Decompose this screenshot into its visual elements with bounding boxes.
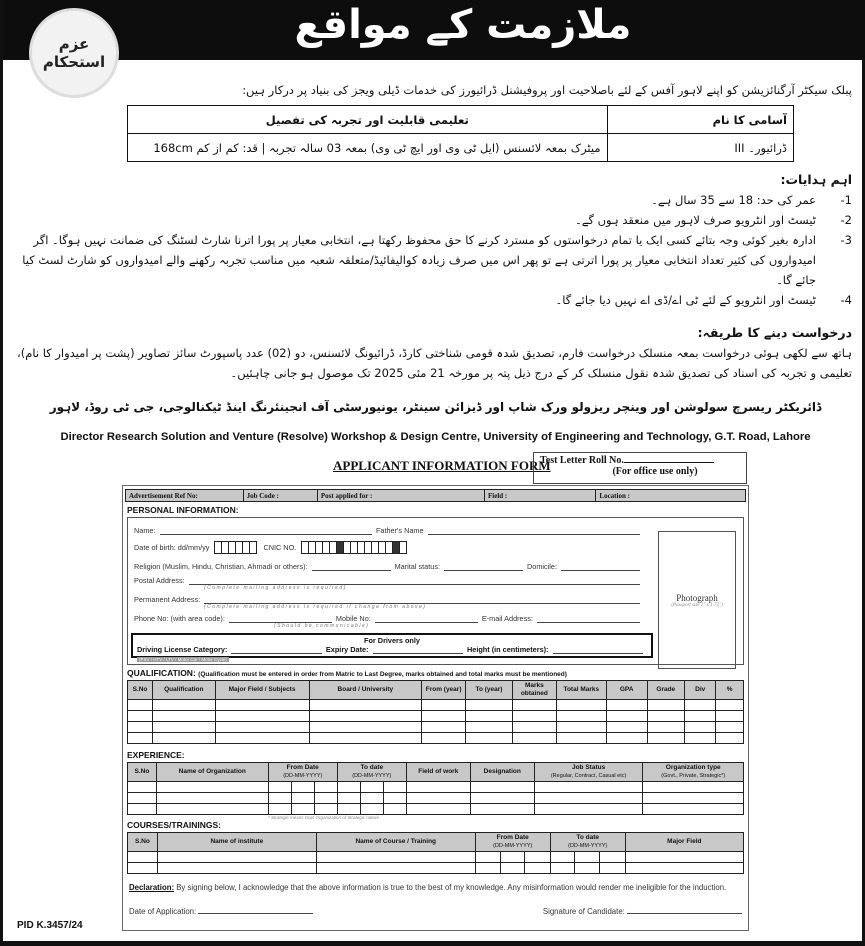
column-header xyxy=(215,681,309,700)
header-label: From Date xyxy=(286,764,319,771)
table-cell[interactable] xyxy=(383,804,406,815)
name-field[interactable] xyxy=(160,527,372,535)
digit-box[interactable] xyxy=(249,541,257,554)
column-header xyxy=(512,681,556,700)
table-cell[interactable] xyxy=(406,782,470,793)
logo-text: عزم xyxy=(58,35,90,53)
domicile-field[interactable] xyxy=(561,563,640,571)
item-text: ٹیسٹ اور انٹرویو صرف لاہور میں منعقد ہوں گے۔ xyxy=(575,213,816,227)
signature-row xyxy=(129,907,742,916)
column-header xyxy=(685,681,716,700)
header-label: GPA xyxy=(619,686,634,693)
personal-info-box xyxy=(127,517,744,665)
header-sublabel: (DD-MM-YYYY) xyxy=(352,773,392,779)
table-cell[interactable] xyxy=(128,804,157,815)
table-cell[interactable] xyxy=(360,793,383,804)
table-cell[interactable] xyxy=(309,700,422,711)
table-cell[interactable] xyxy=(268,793,291,804)
footer-bar xyxy=(3,941,865,946)
table-cell[interactable] xyxy=(500,852,525,863)
table-cell[interactable] xyxy=(556,733,606,744)
table-cell[interactable] xyxy=(647,733,685,744)
table-cell[interactable] xyxy=(128,793,157,804)
table-cell[interactable] xyxy=(466,711,513,722)
table-cell[interactable] xyxy=(291,804,314,815)
table-row xyxy=(128,852,744,863)
table-cell[interactable] xyxy=(625,863,743,874)
table-cell[interactable] xyxy=(128,852,158,863)
header-label: To (year) xyxy=(475,686,503,693)
religion-field[interactable] xyxy=(312,563,391,571)
father-field[interactable] xyxy=(428,527,640,535)
column-header xyxy=(157,833,316,852)
header-label: Name of Course / Training xyxy=(355,838,437,845)
roll-no-field[interactable] xyxy=(624,462,714,463)
name-label: Name: xyxy=(134,526,156,535)
table-cell[interactable] xyxy=(575,852,600,863)
table-cell[interactable] xyxy=(268,804,291,815)
header-cell: تعلیمی قابلیت اور تجربہ کی تفصیل xyxy=(128,106,608,134)
column-header xyxy=(556,681,606,700)
table-cell[interactable] xyxy=(268,782,291,793)
table-cell[interactable] xyxy=(309,722,422,733)
postal-label: Postal Address: xyxy=(134,576,185,585)
table-cell[interactable] xyxy=(512,733,556,744)
date-label: Date of Application: xyxy=(129,907,197,916)
signature-field[interactable] xyxy=(627,913,742,914)
table-row xyxy=(128,863,744,874)
header-label: Div xyxy=(695,686,706,693)
column-header xyxy=(643,763,744,782)
header-label: % xyxy=(726,686,733,693)
table-cell[interactable] xyxy=(550,852,575,863)
photo-box xyxy=(658,531,736,669)
courses-heading: COURSES/TRAININGS: xyxy=(127,820,221,830)
table-cell[interactable] xyxy=(422,711,466,722)
strategic-footnote: * Strategic means Govt Organization of Strategic nature xyxy=(268,815,380,820)
item-text: ٹیسٹ اور انٹرویو کے لئے ٹی اے/ڈی اے نہیں دیا جائے گا۔ xyxy=(555,293,816,307)
table-cell[interactable] xyxy=(575,863,600,874)
header-label: Major Field xyxy=(667,838,702,845)
table-cell[interactable] xyxy=(470,804,534,815)
table-cell[interactable] xyxy=(556,700,606,711)
table-cell[interactable] xyxy=(534,804,643,815)
photo-label: Photograph xyxy=(676,592,718,603)
dob-label: Date of birth: dd/mm/yy xyxy=(134,542,210,552)
apply-text: ہاتھ سے لکھی ہوئی درخواست بمعہ منسلک درخواست فارم، تصدیق شدہ قومی شناختی کارڈ، ڈرائیونگ لائسنس، دو (02) عدد پاسپورٹ سائز تصاویر (پشت پر امیدوار کا نام)، تعلیمی و تجربہ کی اسناد کی تصدیق شدہ نقول منسلک کر کے درج ذیل پتہ پر مورخہ 21 مئی 2025 تک موصول ہو جانی چاہئیں۔ xyxy=(17,346,852,380)
table-cell[interactable] xyxy=(383,782,406,793)
table-cell[interactable] xyxy=(215,722,309,733)
column-header xyxy=(475,833,550,852)
header-label: Grade xyxy=(656,686,676,693)
qualification-table xyxy=(127,680,744,744)
table-cell[interactable] xyxy=(685,711,716,722)
instructions-heading: اہم ہدایات: xyxy=(780,172,852,187)
table-cell[interactable] xyxy=(153,733,216,744)
table-cell[interactable] xyxy=(314,793,337,804)
column-header xyxy=(466,681,513,700)
table-cell[interactable] xyxy=(156,793,268,804)
table-cell[interactable] xyxy=(128,863,158,874)
cnic-label: CNIC NO. xyxy=(263,542,297,552)
item-text: عمر کی حد: 18 سے 35 سال ہے۔ xyxy=(651,193,816,207)
column-header xyxy=(647,681,685,700)
table-row xyxy=(128,700,744,711)
header-label: Marks obtained xyxy=(520,682,548,697)
post-applied-field[interactable]: Post applied for : xyxy=(318,490,485,501)
column-header xyxy=(309,681,422,700)
table-cell[interactable] xyxy=(525,863,550,874)
height-field[interactable] xyxy=(553,646,643,654)
father-label: Father's Name xyxy=(375,526,424,535)
table-cell[interactable] xyxy=(383,793,406,804)
table-cell[interactable] xyxy=(600,863,625,874)
header-label: From (year) xyxy=(425,686,462,693)
table-cell[interactable] xyxy=(534,793,643,804)
table-cell[interactable] xyxy=(716,722,744,733)
column-header xyxy=(422,681,466,700)
table-cell[interactable] xyxy=(643,782,744,793)
header-label: Total Marks xyxy=(563,686,600,693)
height-label: Height (in centimeters): xyxy=(467,645,549,654)
permanent-field[interactable] xyxy=(204,596,640,604)
mobile-hint: (Should be communicable) xyxy=(274,623,370,629)
date-field[interactable] xyxy=(198,913,313,914)
header-label: Name of institute xyxy=(210,838,264,845)
table-cell[interactable] xyxy=(685,722,716,733)
test-letter-box xyxy=(533,452,747,484)
table-cell[interactable] xyxy=(647,722,685,733)
table-cell[interactable] xyxy=(406,804,470,815)
instructions xyxy=(7,170,852,310)
item-text: ادارہ بغیر کوئی وجہ بتائے کسی ایک یا تمام درخواستوں کو مسترد کرنے کا حق محفوظ رکھتا ہے، انتخابی معیار پر پورا اترنا شارٹ لسٹنگ کی ضمانت نہیں ہوگا۔ اگر امیدواروں کی کثیر تعداد انتخابی معیار پر پورا اترتی ہے تو پھر اس میں صرف زیادہ کوالیفائیڈ/متعلقہ شعبہ میں مناسب تجربہ رکھنے والے امیدواروں کو شارٹ لسٹ کیا جائے گا۔ xyxy=(22,233,816,287)
header-label: S.No xyxy=(134,768,150,775)
table-cell[interactable] xyxy=(512,722,556,733)
address-english: Director Research Solution and Venture (Resolve) Workshop & Design Centre, University of Engineering and Technology, G.T. Road, Lahore xyxy=(60,431,811,443)
table-cell[interactable] xyxy=(314,782,337,793)
column-header xyxy=(337,763,406,782)
table-cell[interactable] xyxy=(291,782,314,793)
religion-label: Religion (Muslim, Hindu, Christian, Ahmadi or others): xyxy=(134,562,308,571)
table-cell[interactable] xyxy=(685,700,716,711)
table-cell[interactable] xyxy=(625,852,743,863)
table-cell[interactable] xyxy=(606,733,647,744)
column-header xyxy=(406,763,470,782)
table-cell[interactable] xyxy=(475,852,500,863)
list-item xyxy=(7,230,852,290)
table-cell[interactable] xyxy=(512,700,556,711)
table-cell[interactable] xyxy=(643,804,744,815)
table-cell[interactable] xyxy=(422,722,466,733)
permanent-hint: (Complete mailing address is required if change from above) xyxy=(204,604,427,610)
table-cell[interactable] xyxy=(157,852,316,863)
license-category-label: Driving License Category: xyxy=(137,645,228,654)
table-cell[interactable] xyxy=(716,733,744,744)
table-cell[interactable] xyxy=(153,711,216,722)
declaration xyxy=(129,882,742,893)
header-cell: آسامی کا نام xyxy=(607,106,793,134)
table-row xyxy=(128,733,744,744)
table-cell[interactable] xyxy=(500,863,525,874)
table-cell[interactable] xyxy=(643,793,744,804)
table-cell[interactable] xyxy=(291,793,314,804)
job-code-field[interactable]: Job Code : xyxy=(244,490,318,501)
header-label: To date xyxy=(576,834,599,841)
intro-text: پبلک سیکٹر آرگنائزیشن کو اپنے لاہور آفس کے لئے باصلاحیت اور پروفیشنل ڈرائیورز کی خدمات ڈیلی ویجز کی بنیاد پر درکار ہیں: xyxy=(242,83,852,97)
drivers-heading: For Drivers only xyxy=(364,636,420,645)
table-cell[interactable] xyxy=(647,700,685,711)
phone-field[interactable] xyxy=(229,615,332,623)
column-header xyxy=(128,833,158,852)
table-cell[interactable] xyxy=(716,711,744,722)
column-header xyxy=(550,833,625,852)
header-label: Name of Organization xyxy=(178,768,246,775)
table-cell[interactable] xyxy=(128,733,153,744)
table-cell[interactable] xyxy=(406,793,470,804)
license-category-hint: (PSV / HTV / LTV / Motor Car / Motor Cycle) xyxy=(139,657,227,662)
experience-heading: EXPERIENCE: xyxy=(127,750,185,760)
email-field[interactable] xyxy=(537,615,640,623)
declaration-label: Declaration: xyxy=(129,883,175,892)
expiry-field[interactable] xyxy=(373,646,463,654)
item-number: -3 xyxy=(840,233,852,247)
table-header-row xyxy=(128,106,794,134)
table-cell[interactable] xyxy=(606,711,647,722)
form-title: APPLICANT INFORMATION FORM xyxy=(333,458,551,473)
table-cell[interactable] xyxy=(534,782,643,793)
table-row xyxy=(128,711,744,722)
table-cell[interactable] xyxy=(215,700,309,711)
post-name: ڈرائیور۔ III xyxy=(607,134,793,162)
table-cell[interactable] xyxy=(466,700,513,711)
column-header xyxy=(128,763,157,782)
item-number: -4 xyxy=(840,293,852,307)
domicile-label: Domicile: xyxy=(527,562,558,571)
column-header xyxy=(534,763,643,782)
pid-number: PID K.3457/24 xyxy=(17,920,83,931)
table-cell[interactable] xyxy=(337,782,360,793)
mobile-field[interactable] xyxy=(375,615,478,623)
table-cell[interactable] xyxy=(556,711,606,722)
table-cell[interactable] xyxy=(606,700,647,711)
table-cell[interactable] xyxy=(360,804,383,815)
expiry-label: Expiry Date: xyxy=(325,645,369,654)
logo-text: استحکام xyxy=(42,53,106,71)
table-row xyxy=(128,134,794,162)
table-cell[interactable] xyxy=(337,793,360,804)
table-cell[interactable] xyxy=(215,711,309,722)
table-cell[interactable] xyxy=(128,711,153,722)
item-number: -1 xyxy=(840,193,852,207)
header-sublabel: (Govt., Private, Strategic*) xyxy=(661,773,726,779)
table-cell[interactable] xyxy=(156,804,268,815)
table-cell[interactable] xyxy=(128,700,153,711)
photo-hint: (Passport size 2" x 1.75") xyxy=(671,602,723,608)
column-header xyxy=(156,763,268,782)
table-cell[interactable] xyxy=(128,722,153,733)
marital-field[interactable] xyxy=(444,563,523,571)
postal-field[interactable] xyxy=(189,577,640,585)
experience-table xyxy=(127,762,744,815)
header-sublabel: (DD-MM-YYYY) xyxy=(493,843,533,849)
header-label: Job Status xyxy=(571,764,606,771)
header-label: Qualification xyxy=(164,686,204,693)
declaration-text: By signing below, I acknowledge that the above information is true to the best of my knowledge. Any misinformation would render me ineligible for the induction. xyxy=(174,883,727,892)
table-row xyxy=(128,804,744,815)
table-cell[interactable] xyxy=(360,782,383,793)
table-cell[interactable] xyxy=(550,863,575,874)
column-header xyxy=(316,833,475,852)
digit-box[interactable] xyxy=(399,541,407,554)
column-header xyxy=(470,763,534,782)
postal-hint: (Complete mailing address is required) xyxy=(204,585,347,591)
apply-heading: درخواست دینے کا طریقہ: xyxy=(697,325,852,340)
table-cell[interactable] xyxy=(647,711,685,722)
email-label: E-mail Address: xyxy=(481,614,533,623)
column-header xyxy=(716,681,744,700)
permanent-label: Permanent Address: xyxy=(134,595,201,604)
header-label: Designation xyxy=(483,768,521,775)
header-label: S.No xyxy=(135,838,150,845)
table-cell[interactable] xyxy=(215,733,309,744)
column-header xyxy=(606,681,647,700)
table-cell[interactable] xyxy=(422,700,466,711)
header-label: To date xyxy=(360,764,384,771)
table-cell[interactable] xyxy=(309,711,422,722)
list-item xyxy=(7,210,852,230)
table-cell[interactable] xyxy=(316,852,475,863)
personal-heading: PERSONAL INFORMATION: xyxy=(127,505,239,515)
table-cell[interactable] xyxy=(153,722,216,733)
table-cell[interactable] xyxy=(128,782,157,793)
table-cell[interactable] xyxy=(309,733,422,744)
table-row xyxy=(128,722,744,733)
post-requirements: میٹرک بمعہ لائسنس (ایل ٹی وی اور ایچ ٹی وی) بمعہ 03 سالہ تجربہ | قد: کم از کم 168cm xyxy=(128,134,608,162)
header-label: Organization type xyxy=(665,764,721,771)
table-cell[interactable] xyxy=(470,793,534,804)
table-cell[interactable] xyxy=(156,782,268,793)
location-field[interactable]: Location : xyxy=(599,492,630,500)
table-cell[interactable] xyxy=(512,711,556,722)
signature-label: Signature of Candidate: xyxy=(542,907,625,916)
field-field[interactable]: Field : xyxy=(485,490,596,501)
how-to-apply xyxy=(7,323,852,383)
table-cell[interactable] xyxy=(337,804,360,815)
table-cell[interactable] xyxy=(466,733,513,744)
table-row xyxy=(128,782,744,793)
header-sublabel: (DD-MM-YYYY) xyxy=(283,773,323,779)
table-cell[interactable] xyxy=(314,804,337,815)
office-use-note: (For office use only) xyxy=(612,466,698,477)
mobile-label: Mobile No: xyxy=(335,614,371,623)
table-cell[interactable] xyxy=(525,852,550,863)
item-number: -2 xyxy=(840,213,852,227)
license-category-field[interactable] xyxy=(231,646,321,654)
table-cell[interactable] xyxy=(466,722,513,733)
table-cell[interactable] xyxy=(422,733,466,744)
applicant-form xyxy=(122,485,749,931)
posts-table xyxy=(127,105,794,162)
cnic-boxes[interactable] xyxy=(302,541,407,554)
address-urdu: ڈائریکٹر ریسرچ سولوشن اور وینچر ریزولو ورک شاپ اور ڈیزائن سینٹر، یونیورسٹی آف انجینئرنگ اینڈ ٹیکنالوجی، جی ٹی روڈ، لاہور xyxy=(49,400,822,414)
table-row xyxy=(128,793,744,804)
phone-label: Phone No: (with area code): xyxy=(134,614,225,623)
table-cell[interactable] xyxy=(475,863,500,874)
page-title: ملازمت کے مواقع xyxy=(294,2,632,48)
qualification-note: (Qualification must be entered in order from Matric to Last Degree, marks obtained and total marks must be mentioned) xyxy=(198,671,567,678)
header-label: Field of work xyxy=(418,768,459,775)
list-item xyxy=(7,290,852,310)
table-cell[interactable] xyxy=(556,722,606,733)
ref-bar xyxy=(125,489,746,502)
table-cell[interactable] xyxy=(685,733,716,744)
header-label: Board / University xyxy=(337,686,394,693)
header-label: Major Field / Subjects xyxy=(228,686,296,693)
column-header xyxy=(268,763,337,782)
table-cell[interactable] xyxy=(716,700,744,711)
header-label: From Date xyxy=(496,834,529,841)
table-cell[interactable] xyxy=(153,700,216,711)
ref-no-field[interactable]: Advertisement Ref No: xyxy=(126,490,244,501)
qualification-heading: QUALIFICATION: xyxy=(127,668,196,678)
list-item xyxy=(7,190,852,210)
table-cell[interactable] xyxy=(470,782,534,793)
roll-no-label: Test Letter Roll No. xyxy=(540,455,624,466)
dob-boxes[interactable] xyxy=(215,541,257,554)
table-cell[interactable] xyxy=(157,863,316,874)
header-sublabel: (Regular, Contract, Casual etc) xyxy=(550,773,627,779)
marital-label: Marital status: xyxy=(394,562,440,571)
column-header xyxy=(128,681,153,700)
table-cell[interactable] xyxy=(316,863,475,874)
column-header xyxy=(625,833,743,852)
header-label: S.No xyxy=(132,686,148,693)
courses-table xyxy=(127,832,744,874)
table-cell[interactable] xyxy=(600,852,625,863)
table-cell[interactable] xyxy=(606,722,647,733)
drivers-box xyxy=(131,633,653,662)
header-sublabel: (DD-MM-YYYY) xyxy=(568,843,608,849)
column-header xyxy=(153,681,216,700)
